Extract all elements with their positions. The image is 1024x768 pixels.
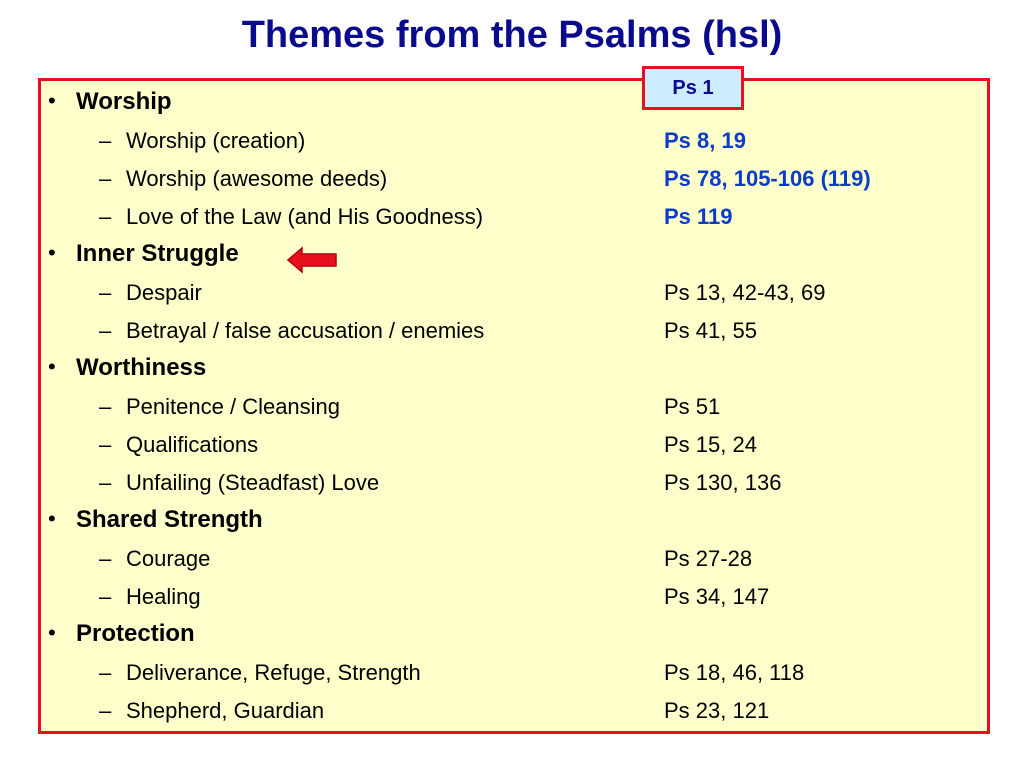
psalm-reference: Ps 18, 46, 118 (664, 660, 805, 685)
dash-icon: – (99, 470, 112, 495)
psalm-reference: Ps 13, 42-43, 69 (664, 280, 826, 305)
item-label: Courage (126, 546, 211, 571)
psalm-reference: Ps 51 (664, 394, 721, 419)
theme-label: Shared Strength (76, 506, 263, 533)
dash-icon: – (99, 394, 112, 419)
dash-icon: – (99, 128, 112, 153)
dash-icon: – (99, 204, 112, 229)
item-label: Despair (126, 280, 202, 305)
dash-icon: – (99, 432, 112, 457)
item-label: Betrayal / false accusation / enemies (126, 318, 485, 343)
psalm-reference: Ps 23, 121 (664, 698, 770, 723)
item-label: Penitence / Cleansing (126, 394, 341, 419)
bullet-icon: • (48, 240, 56, 265)
bullet-icon: • (48, 620, 56, 645)
item-label: Unfailing (Steadfast) Love (126, 470, 380, 495)
dash-icon: – (99, 546, 112, 571)
dash-icon: – (99, 698, 112, 723)
item-label: Worship (awesome deeds) (126, 166, 388, 191)
psalm-reference: Ps 15, 24 (664, 432, 757, 457)
item-label: Healing (126, 584, 201, 609)
dash-icon: – (99, 280, 112, 305)
psalm-reference: Ps 119 (664, 204, 733, 229)
bullet-icon: • (48, 88, 56, 113)
psalm-reference: Ps 78, 105-106 (119) (664, 166, 871, 191)
psalm-reference: Ps 34, 147 (664, 584, 770, 609)
psalm-reference: Ps 41, 55 (664, 318, 757, 343)
psalm-reference: Ps 130, 136 (664, 470, 782, 495)
item-label: Shepherd, Guardian (126, 698, 325, 723)
dash-icon: – (99, 660, 112, 685)
bullet-icon: • (48, 354, 56, 379)
bullet-icon: • (48, 506, 56, 531)
left-arrow-icon (286, 246, 338, 274)
item-label: Qualifications (126, 432, 259, 457)
psalm-1-badge: Ps 1 (642, 66, 744, 110)
item-label: Deliverance, Refuge, Strength (126, 660, 421, 685)
item-label: Worship (creation) (126, 128, 306, 153)
theme-label: Inner Struggle (76, 240, 239, 267)
theme-label: Protection (76, 620, 195, 647)
dash-icon: – (99, 318, 112, 343)
page-title: Themes from the Psalms (hsl) (241, 14, 783, 56)
dash-icon: – (99, 166, 112, 191)
theme-label: Worthiness (76, 354, 207, 381)
dash-icon: – (99, 584, 112, 609)
psalm-reference: Ps 8, 19 (664, 128, 746, 153)
psalm-reference: Ps 27-28 (664, 546, 753, 571)
item-label: Love of the Law (and His Goodness) (126, 204, 484, 229)
theme-label: Worship (76, 88, 172, 115)
